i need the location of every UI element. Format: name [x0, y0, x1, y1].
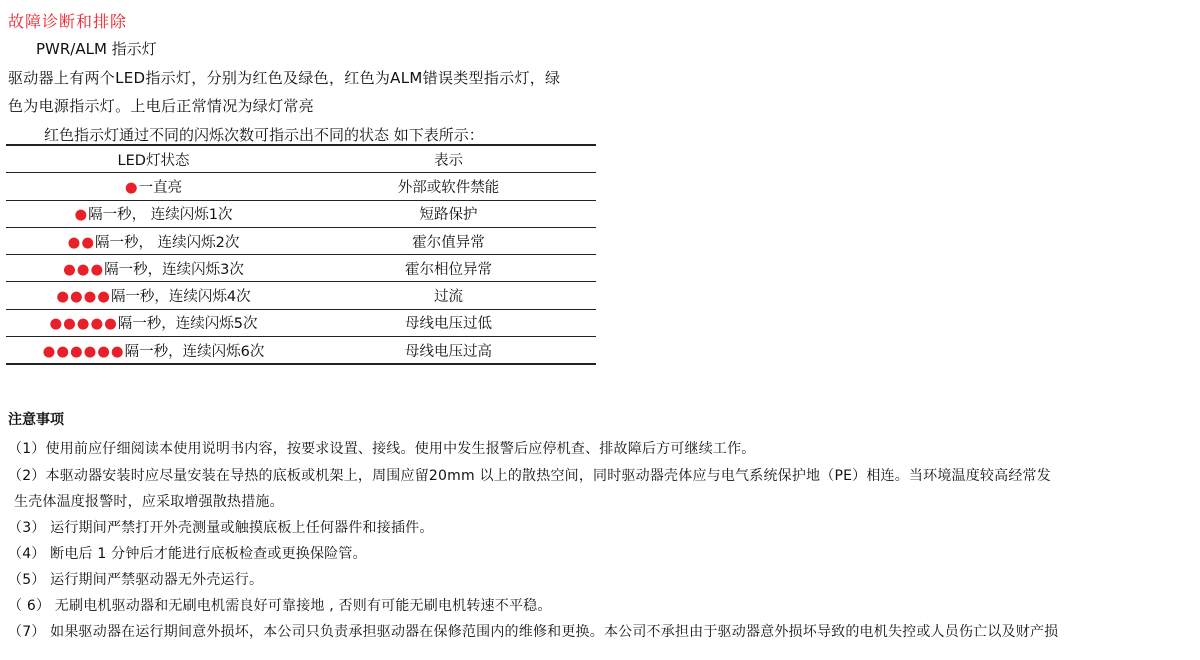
led-state-cell [6, 173, 301, 200]
led-state-cell [6, 337, 301, 365]
header-meaning: 表示 [301, 145, 596, 173]
header-led-state: LED灯状态 [6, 145, 301, 173]
table-row [6, 309, 596, 336]
table-row [6, 282, 596, 309]
table-header-row [6, 145, 596, 173]
red-led-dots: ●● [67, 234, 95, 251]
red-led-dots: ●●●●●● [42, 343, 125, 360]
subtitle: PWR/ALM 指示灯 [36, 40, 157, 58]
table-row [6, 227, 596, 254]
red-led-dots: ●●● [63, 261, 105, 278]
table-intro: 红色指示灯通过不同的闪烁次数可指示出不同的状态 如下表所示： [44, 126, 484, 144]
description-line-1: 驱动器上有两个LED指示灯，分别为红色及绿色，红色为ALM错误类型指示灯，绿 [8, 69, 561, 87]
led-status-table [6, 144, 596, 365]
table-row [6, 337, 596, 365]
led-state-cell [6, 227, 301, 254]
notice-item-3: （3） 运行期间严禁打开外壳测量或触摸底板上任何器件和接插件。 [8, 520, 434, 536]
table-row [6, 173, 596, 200]
notice-title: 注意事项 [8, 412, 64, 428]
red-led-dots: ●●●● [56, 289, 111, 306]
meaning-cell: 母线电压过高 [301, 337, 596, 365]
meaning-cell: 母线电压过低 [301, 309, 596, 336]
led-state-text: 隔一秒，连续闪烁4次 [110, 289, 251, 306]
description-line-2: 色为电源指示灯。上电后正常情况为绿灯常亮 [8, 97, 315, 115]
red-led-dots: ●●●●● [49, 316, 118, 333]
led-state-text: 隔一秒， 连续闪烁2次 [94, 234, 240, 251]
red-led-dots: ● [74, 207, 89, 224]
table-row [6, 200, 596, 227]
meaning-cell: 霍尔值异常 [301, 227, 596, 254]
notice-item-1: （1）使用前应仔细阅读本使用说明书内容，按要求设置、接线。使用中发生报警后应停机查、排故障后方可继续工作。 [8, 441, 756, 457]
meaning-cell: 霍尔相位异常 [301, 255, 596, 282]
notice-item-5: （5） 运行期间严禁驱动器无外壳运行。 [8, 572, 264, 588]
led-state-cell [6, 282, 301, 309]
led-state-cell [6, 255, 301, 282]
led-state-text: 隔一秒，连续闪烁3次 [104, 261, 244, 278]
section-title: 故障诊断和排除 [8, 12, 128, 31]
notice-item-6: （ 6） 无刷电机驱动器和无刷电机需良好可靠接地 , 否则有可能无刷电机转速不平稳。 [8, 598, 552, 614]
led-state-text: 隔一秒，连续闪烁5次 [117, 316, 258, 333]
meaning-cell: 短路保护 [301, 200, 596, 227]
led-state-text: 一直亮 [138, 179, 183, 196]
led-state-text: 隔一秒，连续闪烁6次 [124, 343, 265, 360]
notice-item-2: （2）本驱动器安装时应尽量安装在导热的底板或机架上，周围应留20mm 以上的散热空间，同时驱动器壳体应与电气系统保护地（PE）相连。当环境温度较高经常发 [8, 468, 1051, 484]
notice-item-7: （7） 如果驱动器在运行期间意外损坏，本公司只负责承担驱动器在保修范围内的维修和更换。本公司不承担由于驱动器意外损坏导致的电机失控或人员伤亡以及财产损 [8, 624, 1059, 640]
notice-item-4: （4） 断电后 1 分钟后才能进行底板检查或更换保险管。 [8, 546, 367, 562]
meaning-cell: 过流 [301, 282, 596, 309]
led-state-text: 隔一秒， 连续闪烁1次 [88, 207, 233, 224]
red-led-dots: ● [124, 179, 139, 196]
table-row [6, 255, 596, 282]
notice-item-2-continued: 生壳体温度报警时，应采取增强散热措施。 [14, 494, 284, 510]
led-state-cell [6, 200, 301, 227]
led-state-cell [6, 309, 301, 336]
meaning-cell: 外部或软件禁能 [301, 173, 596, 200]
